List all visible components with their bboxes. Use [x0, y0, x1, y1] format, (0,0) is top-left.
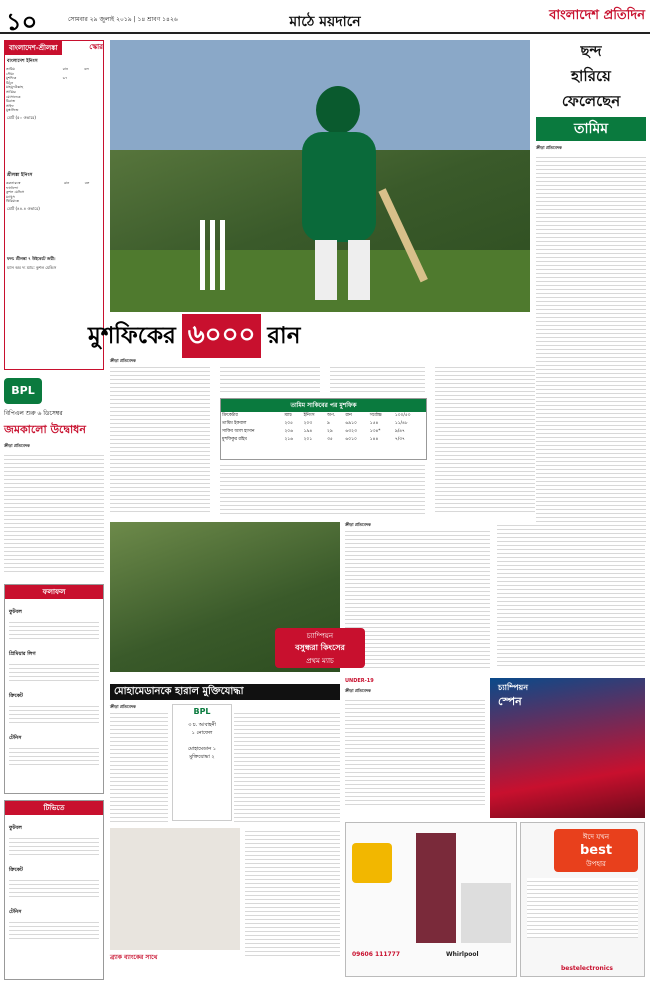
stats-table-box [220, 398, 427, 460]
mohammedan-col-1 [110, 710, 168, 822]
table-cell: ২১৬ [284, 437, 293, 442]
results-item: টেনিস [9, 735, 22, 741]
scorecard-title: বাংলাদেশ-শ্রীলঙ্কা [5, 41, 62, 55]
tamim-kicker-1: ছন্দ [580, 42, 602, 60]
best-ad-banner [554, 829, 638, 872]
results-item: ফুটবল [9, 609, 22, 615]
table-cell: ম্যাথুস [6, 194, 15, 199]
lead-headline [88, 318, 533, 354]
chalan-col-1 [345, 528, 490, 668]
pad [348, 240, 370, 300]
table-cell: মাহমুদউল্লাহ [6, 85, 24, 90]
ad-phone: 09606 111777 [352, 951, 401, 958]
table-cell: তামিম ইকবাল [222, 421, 247, 426]
table-cell: সাকিব আল হাসান [222, 429, 255, 434]
bd-total: মোট (৫০ ওভারে) [7, 114, 36, 120]
table-cell: রান [345, 413, 352, 418]
table-cell: ৬৯১০ [345, 421, 357, 426]
stats-row [221, 436, 426, 444]
tv-item-text [9, 835, 99, 857]
page-number: ১০ [6, 8, 38, 36]
tv-item-text [9, 877, 99, 899]
table-cell: সর্বোচ্চ [369, 413, 382, 418]
table-cell: ৬০১০ [345, 437, 357, 442]
spain-story [345, 678, 485, 818]
best-ad-head: ঈদে যখন [582, 833, 610, 841]
spain-team-photo [490, 678, 645, 818]
appliance-ad [345, 822, 517, 977]
tamim-body [536, 154, 646, 544]
bpl-mini-logo: BPL [193, 707, 211, 716]
stats-row [221, 412, 426, 420]
tamim-reporter: ক্রীড়া প্রতিবেদক [536, 145, 562, 150]
table-cell: বল [84, 180, 90, 185]
newspaper-logo: বাংলাদেশ প্রতিদিন [549, 8, 645, 23]
lead-col-2 [220, 364, 320, 394]
tv-list [5, 823, 103, 941]
batsman-illustration [110, 40, 530, 312]
bpl-body [4, 452, 104, 572]
headline-number: ৬০০০ [182, 314, 262, 358]
tv-box [4, 800, 104, 980]
fridge-image [416, 833, 456, 943]
spain-tag-2: স্পেন [498, 695, 522, 708]
bpl-kicker: বিপিএল শুরু ৬ ডিসেম্বর [4, 410, 63, 417]
lead-col-3 [330, 364, 425, 394]
tv-title: টিভিতে [5, 801, 103, 815]
table-cell: সৌম্য [6, 71, 14, 76]
spain-reporter: ক্রীড়া প্রতিবেদক [345, 688, 371, 693]
score-line-c: মোহামেডান ১ [187, 746, 217, 752]
results-item: ক্রিকেট [9, 693, 23, 699]
table-cell: ৯ [326, 421, 330, 426]
table-cell: বল [84, 67, 89, 71]
score-line-a: ৩ চ. আবাহনী [188, 722, 216, 728]
results-item-text [9, 745, 99, 767]
table-cell: তামিম [6, 67, 15, 71]
table-cell: ১৪৪ [369, 437, 379, 442]
table-cell: ৭/৩৭ [394, 437, 405, 442]
bd-innings-table [5, 67, 103, 113]
chalan-tag-1: চ্যাম্পিয়ন [306, 632, 334, 640]
table-cell: ২৯ [326, 429, 333, 434]
table-cell: করুনারত্নে [6, 180, 21, 185]
table-cell: ফার্নান্দো [6, 185, 19, 190]
mohammedan-headline: মোহামেডানকে হারাল মুক্তিযোদ্ধা [110, 684, 340, 700]
man-of-the-match: ম্যান অব দ্য ম্যাচ: কুশল মেন্ডিস [7, 264, 57, 270]
mohammedan-col-2 [234, 710, 340, 822]
tv-item: ক্রিকেট [9, 867, 23, 873]
results-item-text [9, 661, 99, 683]
table-cell: মোসাদ্দেক [6, 94, 21, 99]
table-cell: ৯/৪৭ [394, 429, 405, 434]
table-cell: ক্রিকেটার [222, 413, 238, 418]
table-cell: ১০০/৫০ [394, 413, 411, 418]
bashundhara-story [345, 522, 645, 672]
brac-story-body [245, 828, 340, 958]
results-title: ফলাফল [5, 585, 103, 599]
table-cell: ৬৩২৩ [345, 429, 357, 434]
score-line-b: ১ নোফেল [191, 730, 213, 736]
section-title: মাঠে ময়দানে [260, 10, 390, 32]
lead-col-1 [110, 364, 210, 514]
scorecard-heading [5, 41, 103, 55]
tv-item: টেনিস [9, 909, 22, 915]
lead-col-lower [220, 462, 425, 514]
helmet [316, 86, 360, 134]
table-cell: মুস্তাফিজ [6, 108, 19, 113]
pad [315, 240, 337, 300]
stump [200, 220, 205, 290]
tv-item-text [9, 919, 99, 941]
lead-story-body [110, 358, 535, 518]
headline-post: রান [267, 322, 301, 349]
mushfiq-batting-photo [110, 40, 530, 312]
table-cell: অপ. [326, 413, 336, 418]
stump [210, 220, 215, 290]
table-cell: ২০৬ [284, 429, 294, 434]
match-result: ফল: শ্রীলঙ্কা ৭ উইকেটে জয়ী। [7, 255, 56, 261]
bpl-logo: BPL [4, 378, 42, 404]
table-cell: ১৫৪ [369, 421, 379, 426]
mohammedan-story [110, 704, 340, 824]
bpl-story [4, 378, 104, 578]
jersey [302, 132, 376, 242]
sl-fall-of-wickets [5, 215, 103, 255]
table-cell: ম্যাচ [284, 413, 292, 418]
bd-fall-of-wickets [5, 124, 103, 169]
sl-total: মোট (৪৪.৪ ওভারে) [7, 205, 40, 211]
table-cell: সাব্বির [6, 89, 16, 94]
table-cell: ইনিংস [303, 413, 315, 418]
best-ad-text [527, 878, 638, 938]
page-date: সোমবার ২৯ জুলাই ২০১৯ | ১৪ শ্রাবণ ১৪২৬ [68, 16, 178, 23]
table-cell: ২০১ [303, 437, 313, 442]
results-item-text [9, 619, 99, 641]
table-cell: ১৩৪* [369, 429, 381, 434]
ceremony-caption: ব্র্যাক ব্যাংকের সাথে [110, 954, 158, 961]
table-cell: ৩৫ [326, 437, 333, 442]
score-line-d: মুক্তিযোদ্ধা ২ [189, 754, 215, 760]
sl-innings-table [5, 181, 103, 204]
whirlpool-logo: Whirlpool [446, 951, 479, 958]
mohammedan-scorebox [172, 704, 232, 821]
bpl-headline: জমকালো উদ্বোধন [4, 423, 86, 436]
results-item-text [9, 703, 99, 725]
results-box [4, 584, 104, 794]
page-header [0, 0, 650, 34]
scorecard-tag: স্কোর [89, 43, 103, 51]
stump [220, 220, 225, 290]
tamim-name: তামিম [536, 117, 646, 141]
table-cell: মুশফিক [6, 76, 17, 81]
spain-tag-1: চ্যাম্পিয়ন [498, 683, 529, 692]
stats-row [221, 428, 426, 436]
tamim-kicker-3: ফেলেছেন [561, 92, 621, 110]
spain-body [345, 697, 485, 807]
best-ad-brand: bestelectronics [561, 965, 613, 972]
lead-col-4 [435, 364, 535, 514]
tamim-story [536, 40, 646, 540]
table-cell: কুশল মেন্ডিস [6, 190, 25, 195]
sl-innings-title: শ্রীলঙ্কা ইনিংস [7, 172, 33, 178]
washer-image [461, 883, 511, 943]
results-list [5, 607, 103, 767]
table-cell: মিরাজ [6, 99, 16, 104]
table-cell: সাইফ [6, 103, 14, 108]
chalan-tag-3: প্রথম ম্যাচ [306, 657, 334, 665]
stats-row [221, 420, 426, 428]
table-cell: মুশফিকুর রহিম [222, 437, 247, 442]
table-cell: মিঠুন [6, 80, 14, 85]
bpl-reporter: ক্রীড়া প্রতিবেদক [4, 443, 30, 448]
best-electronics-ad [520, 822, 645, 977]
lead-reporter: ক্রীড়া প্রতিবেদক [110, 358, 136, 363]
ceremony-photo [110, 828, 240, 950]
stats-table [221, 412, 426, 444]
results-item: প্রিমিয়ার লিগ [9, 651, 36, 657]
mohammedan-reporter: ক্রীড়া প্রতিবেদক [110, 704, 136, 709]
best-ad-big: best [579, 843, 613, 858]
u19-logo: UNDER-19 [345, 678, 374, 684]
headline-pre: মুশফিকের [88, 322, 176, 349]
table-cell: ২০৫ [284, 421, 293, 426]
stats-table-title: তামিম সাকিবের পর মুশফিক [221, 399, 426, 412]
chalan-tag-2: বসুন্ধরা কিংসের [295, 643, 345, 652]
table-cell: ২০৩ [303, 421, 313, 426]
table-cell: থিরিমান্নে [6, 199, 19, 204]
bd-innings-title: বাংলাদেশ ইনিংস [7, 59, 38, 64]
chalan-col-2 [497, 522, 645, 668]
best-ad-tail: উপহার [586, 860, 606, 868]
bashundhara-tag [275, 628, 365, 668]
table-cell: ৬৭ [62, 76, 68, 81]
table-cell: রান [62, 67, 68, 71]
table-cell: ১১/৪৮ [394, 421, 408, 426]
table-cell: রান [64, 180, 70, 185]
table-cell: ১৯৪ [303, 429, 313, 434]
tv-item: ফুটবল [9, 825, 22, 831]
ad-badge [352, 843, 392, 883]
chalan-reporter: ক্রীড়া প্রতিবেদক [345, 522, 371, 527]
tamim-kicker-2: হারিয়ে [571, 67, 611, 85]
